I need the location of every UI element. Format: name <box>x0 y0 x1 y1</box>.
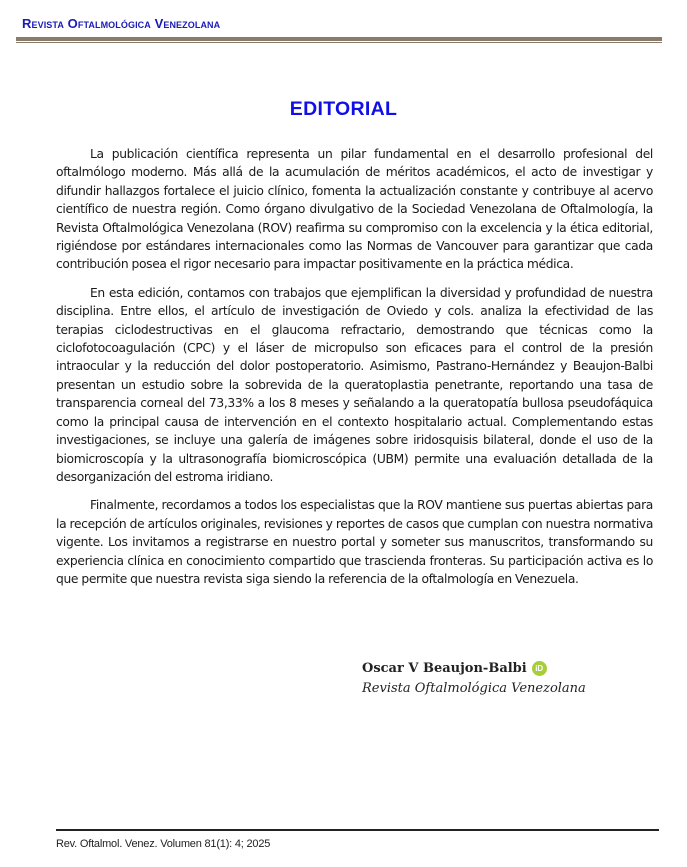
signature-block <box>362 661 586 696</box>
header-rule-thin <box>16 42 662 43</box>
article-title: EDITORIAL <box>289 98 398 120</box>
article-body <box>56 145 653 598</box>
header-rule <box>16 37 662 41</box>
paragraph-1: La publicación científica representa un pilar fundamental en el desarrollo profesional del oftalmólogo moderno. Más allá de la acumulación de méritos académicos, el acto de investigar y difundir hallazgos fortalece el juicio clínico, fomenta la actualización constante y contribuye al acervo científico de nuestra región. Como órgano divulgativo de la Sociedad Venezolana de Oftalmología, la Revista Oftalmológica Venezolana (ROV) reafirma su compromiso con la excelencia y la ética editorial, rigiéndose por estándares internacionales como las Normas de Vancouver para garantizar que cada contribución posea el rigor necesario para impactar positivamente en la práctica médica. <box>56 147 653 272</box>
orcid-icon[interactable]: iD <box>532 661 547 676</box>
paragraph-2: En esta edición, contamos con trabajos que ejemplifican la diversidad y profundidad de nuestra disciplina. Entre ellos, el artículo de investigación de Oviedo y cols. analiza la efectividad de las terapias ciclodestructivas en el glaucoma refractario, demostrando que técnicas como la ciclofotocoagulación (CPC) y el láser de micropulso son eficaces para el control de la presión intraocular y la reducción del dolor postoperatorio. Asimismo, Pastrano-Hernández y Beaujon-Balbi presentan un estudio sobre la sobrevida de la queratoplastia penetrante, reportando una tasa de transparencia corneal del 73,33% a los 8 meses y señalando a la queratopatía bullosa pseudofáquica como la principal causa de intervención en el contexto hospitalario actual. Complementando estas investigaciones, se incluye una galería de imágenes sobre iridosquisis bilateral, donde el uso de la biomicroscopía y la ultrasonografía biomicroscópica (UBM) permite una evaluación detallada de la desorganización del estroma iridiano. <box>56 285 653 484</box>
footer-rule <box>56 829 659 831</box>
footer-citation: Rev. Oftalmol. Venez. Volumen 81(1): 4; 2025 <box>56 838 271 850</box>
journal-header: Revista Oftalmológica Venezolana <box>22 16 221 31</box>
author-line <box>362 661 586 676</box>
author-affiliation: Revista Oftalmológica Venezolana <box>362 681 586 696</box>
paragraph-3: Finalmente, recordamos a todos los especialistas que la ROV mantiene sus puertas abiertas para la recepción de artículos originales, revisiones y reportes de casos que cumplan con nuestra normativa vigente. Los invitamos a registrarse en nuestro portal y someter sus manuscritos, transformando su experiencia clínica en conocimiento compartido que trascienda fronteras. Su participación activa es lo que permite que nuestra revista siga siendo la referencia de la oftalmología en Venezuela. <box>56 498 653 586</box>
author-name: Oscar V Beaujon-Balbi <box>362 661 527 676</box>
